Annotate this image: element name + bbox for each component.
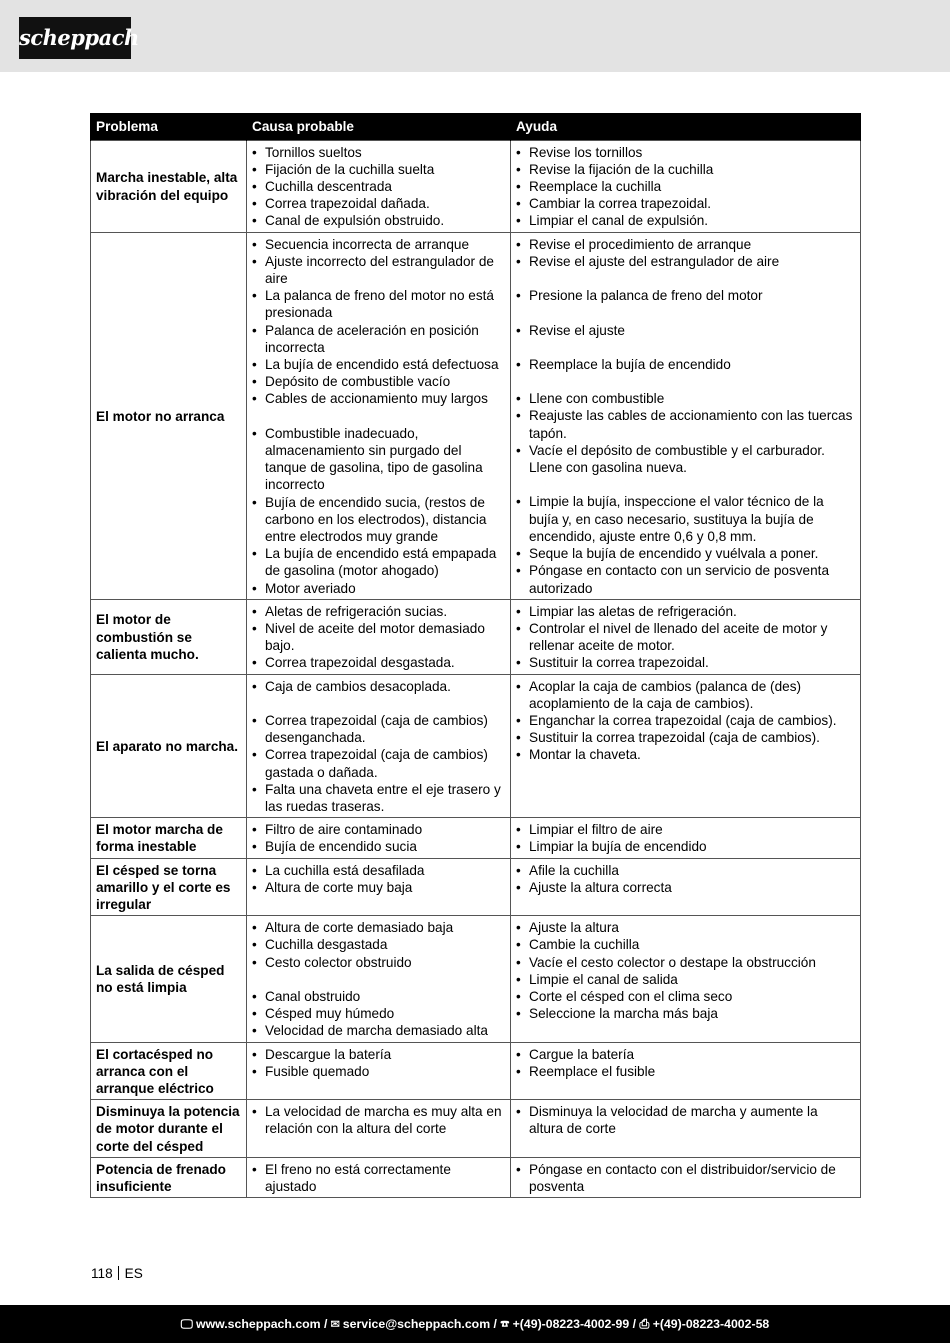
help-item: • Revise el procedimiento de arranque	[516, 236, 855, 253]
cause-item: • Bujía de encendido sucia, (restos de carbono en los electrodos), distancia entre electrodos muy grande	[252, 494, 505, 546]
cause-cell-list	[252, 236, 505, 597]
cause-item: • Secuencia incorrecta de arranque	[252, 236, 505, 253]
help-item: • Disminuya la velocidad de marcha y aumente la altura de corte	[516, 1103, 855, 1137]
help-item: • Afile la cuchilla	[516, 862, 855, 879]
table-row	[91, 1100, 861, 1158]
help-item: • Limpiar el canal de expulsión.	[516, 212, 855, 229]
help-cell	[511, 858, 861, 916]
cause-item: • Cesto colector obstruido	[252, 954, 505, 971]
cause-item: • Cables de accionamiento muy largos	[252, 390, 505, 407]
problem-cell: Disminuya la potencia de motor durante el corte del césped	[91, 1100, 247, 1158]
cause-item: • Cuchilla desgastada	[252, 936, 505, 953]
problem-cell: Marcha inestable, alta vibración del equipo	[91, 140, 247, 232]
cause-item: • Velocidad de marcha demasiado alta	[252, 1022, 505, 1039]
table-row	[91, 1157, 861, 1197]
help-item: • Revise el ajuste del estrangulador de aire	[516, 253, 855, 270]
problem-cell: El aparato no marcha.	[91, 674, 247, 818]
cause-cell	[247, 1042, 511, 1100]
table-row	[91, 232, 861, 599]
table-row	[91, 140, 861, 232]
help-item: • Reemplace la bujía de encendido	[516, 356, 855, 373]
help-item: • Reajuste las cables de accionamiento con las tuercas tapón.	[516, 407, 855, 441]
help-item: • Ajuste la altura	[516, 919, 855, 936]
help-item: • Limpie el canal de salida	[516, 971, 855, 988]
cause-cell-list	[252, 603, 505, 672]
cause-item: • Altura de corte demasiado baja	[252, 919, 505, 936]
problem-cell: La salida de césped no está limpia	[91, 916, 247, 1042]
cause-item: • Descargue la batería	[252, 1046, 505, 1063]
help-item: • Ajuste la altura correcta	[516, 879, 855, 896]
cause-item: • Cuchilla descentrada	[252, 178, 505, 195]
footer-separator: /	[629, 1317, 640, 1331]
help-item: • Presione la palanca de freno del motor	[516, 287, 855, 304]
help-cell	[511, 1042, 861, 1100]
table-row	[91, 674, 861, 818]
help-item: • Corte el césped con el clima seco	[516, 988, 855, 1005]
cause-item: • Palanca de aceleración en posición incorrecta	[252, 322, 505, 356]
email-link[interactable]: service@scheppach.com	[342, 1317, 491, 1331]
cause-cell	[247, 1157, 511, 1197]
cause-item: • Correa trapezoidal dañada.	[252, 195, 505, 212]
cause-cell	[247, 916, 511, 1042]
table-row	[91, 599, 861, 674]
help-item: • Vacíe el depósito de combustible y el carburador. Llene con gasolina nueva.	[516, 442, 855, 476]
help-cell-list	[516, 678, 855, 764]
help-cell	[511, 1100, 861, 1158]
cause-item: • Ajuste incorrecto del estrangulador de aire	[252, 253, 505, 287]
cause-item: • Aletas de refrigeración sucias.	[252, 603, 505, 620]
cause-cell	[247, 599, 511, 674]
help-cell	[511, 916, 861, 1042]
table-row	[91, 858, 861, 916]
page-separator	[118, 1266, 119, 1280]
email-icon: ✉	[330, 1317, 340, 1331]
help-item: • Enganchar la correa trapezoidal (caja de cambios).	[516, 712, 855, 729]
cause-item: • Nivel de aceite del motor demasiado bajo.	[252, 620, 505, 654]
cause-cell-list	[252, 1161, 505, 1195]
cause-item: • Depósito de combustible vacío	[252, 373, 505, 390]
cause-item: • Bujía de encendido sucia	[252, 838, 505, 855]
page-language: ES	[124, 1266, 143, 1281]
help-cell	[511, 599, 861, 674]
help-item: • Póngase en contacto con un servicio de posventa autorizado	[516, 562, 855, 596]
cause-item: • Correa trapezoidal desgastada.	[252, 654, 505, 671]
help-cell-list	[516, 1046, 855, 1080]
cause-cell	[247, 674, 511, 818]
fax-number: +(49)-08223-4002-58	[652, 1317, 770, 1331]
help-item: • Limpiar el filtro de aire	[516, 821, 855, 838]
scheppach-logo: scheppach	[19, 17, 131, 59]
cause-item: • Caja de cambios desacoplada.	[252, 678, 505, 695]
problem-cell: El motor de combustión se calienta mucho.	[91, 599, 247, 674]
help-cell-list	[516, 862, 855, 896]
cause-cell-list	[252, 144, 505, 230]
cause-item: • Canal obstruido	[252, 988, 505, 1005]
table-header-row	[91, 113, 861, 140]
cause-cell	[247, 140, 511, 232]
table-row	[91, 916, 861, 1042]
help-item: • Limpiar las aletas de refrigeración.	[516, 603, 855, 620]
help-item: • Sustituir la correa trapezoidal (caja de cambios).	[516, 729, 855, 746]
header-help: Ayuda	[511, 113, 861, 140]
footer-separator: /	[320, 1317, 331, 1331]
header-problem: Problema	[91, 113, 247, 140]
header-cause: Causa probable	[247, 113, 511, 140]
help-item: • Acoplar la caja de cambios (palanca de (des) acoplamiento de la caja de cambios).	[516, 678, 855, 712]
cause-cell-list	[252, 1046, 505, 1080]
cause-item: • Filtro de aire contaminado	[252, 821, 505, 838]
help-item: • Llene con combustible	[516, 390, 855, 407]
phone-number: +(49)-08223-4002-99	[512, 1317, 630, 1331]
help-item: • Seleccione la marcha más baja	[516, 1005, 855, 1022]
help-item: • Limpiar la bujía de encendido	[516, 838, 855, 855]
help-cell-list	[516, 919, 855, 1022]
cause-item: • Correa trapezoidal (caja de cambios) gastada o dañada.	[252, 746, 505, 780]
problem-cell: El motor marcha de forma inestable	[91, 818, 247, 858]
cause-cell	[247, 818, 511, 858]
cause-cell-list	[252, 919, 505, 1039]
cause-cell-list	[252, 678, 505, 816]
help-item: • Reemplace el fusible	[516, 1063, 855, 1080]
help-item: • Controlar el nivel de llenado del aceite de motor y rellenar aceite de motor.	[516, 620, 855, 654]
help-cell	[511, 818, 861, 858]
help-item: • Seque la bujía de encendido y vuélvala a poner.	[516, 545, 855, 562]
cause-cell-list	[252, 821, 505, 855]
cause-item: • La velocidad de marcha es muy alta en relación con la altura del corte	[252, 1103, 505, 1137]
help-item: • Revise el ajuste	[516, 322, 855, 339]
help-cell	[511, 232, 861, 599]
cause-item: • Correa trapezoidal (caja de cambios) desenganchada.	[252, 712, 505, 746]
help-item: • Revise los tornillos	[516, 144, 855, 161]
contact-footer	[0, 1305, 950, 1343]
help-item: • Montar la chaveta.	[516, 746, 855, 763]
help-cell-list	[516, 1103, 855, 1137]
help-item: • Cambiar la correa trapezoidal.	[516, 195, 855, 212]
help-item: • Limpie la bujía, inspeccione el valor técnico de la bujía y, en caso necesario, sustituya la bujía de encendido, ajuste entre 0,6 y 0,8 mm.	[516, 493, 855, 545]
cause-item: • Fusible quemado	[252, 1063, 505, 1080]
cause-cell	[247, 858, 511, 916]
help-cell	[511, 140, 861, 232]
table-row	[91, 818, 861, 858]
help-cell-list	[516, 821, 855, 855]
help-cell-list	[516, 236, 855, 597]
help-cell-list	[516, 1161, 855, 1195]
problem-cell: Potencia de frenado insuficiente	[91, 1157, 247, 1197]
header-bar	[0, 0, 950, 72]
help-item: • Revise la fijación de la cuchilla	[516, 161, 855, 178]
cause-item: • Fijación de la cuchilla suelta	[252, 161, 505, 178]
cause-item: • La bujía de encendido está empapada de gasolina (motor ahogado)	[252, 545, 505, 579]
problem-cell: El cortacésped no arranca con el arranque eléctrico	[91, 1042, 247, 1100]
cause-item: • La bujía de encendido está defectuosa	[252, 356, 505, 373]
help-item: • Cambie la cuchilla	[516, 936, 855, 953]
help-item: • Reemplace la cuchilla	[516, 178, 855, 195]
cause-item: • El freno no está correctamente ajustado	[252, 1161, 505, 1195]
cause-cell-list	[252, 1103, 505, 1137]
help-item: • Póngase en contacto con el distribuidor/servicio de posventa	[516, 1161, 855, 1195]
help-item: • Cargue la batería	[516, 1046, 855, 1063]
table-row	[91, 1042, 861, 1100]
help-cell	[511, 674, 861, 818]
problem-cell: El césped se torna amarillo y el corte es irregular	[91, 858, 247, 916]
help-cell	[511, 1157, 861, 1197]
cause-item: • La cuchilla está desafilada	[252, 862, 505, 879]
footer-separator: /	[490, 1317, 501, 1331]
help-item: • Vacíe el cesto colector o destape la obstrucción	[516, 954, 855, 971]
cause-item: • La palanca de freno del motor no está presionada	[252, 287, 505, 321]
help-cell-list	[516, 144, 855, 230]
website-link[interactable]: www.scheppach.com	[196, 1317, 321, 1331]
help-cell-list	[516, 603, 855, 672]
cause-item: • Falta una chaveta entre el eje trasero y las ruedas traseras.	[252, 781, 505, 815]
phone-icon: ☎	[500, 1317, 510, 1331]
troubleshooting-table	[90, 113, 861, 1198]
cause-item: • Motor averiado	[252, 580, 505, 597]
computer-icon: 🖵	[180, 1317, 193, 1331]
page-footer-number	[91, 1265, 143, 1282]
cause-item: • Tornillos sueltos	[252, 144, 505, 161]
cause-cell	[247, 232, 511, 599]
cause-item: • Combustible inadecuado, almacenamiento sin purgado del tanque de gasolina, tipo de gasolina incorrecto	[252, 425, 505, 494]
cause-cell-list	[252, 862, 505, 896]
page-number: 118	[91, 1266, 113, 1281]
help-item: • Sustituir la correa trapezoidal.	[516, 654, 855, 671]
cause-item: • Césped muy húmedo	[252, 1005, 505, 1022]
fax-icon: ⎙	[639, 1317, 650, 1331]
problem-cell: El motor no arranca	[91, 232, 247, 599]
cause-item: • Canal de expulsión obstruido.	[252, 212, 505, 229]
cause-cell	[247, 1100, 511, 1158]
cause-item: • Altura de corte muy baja	[252, 879, 505, 896]
